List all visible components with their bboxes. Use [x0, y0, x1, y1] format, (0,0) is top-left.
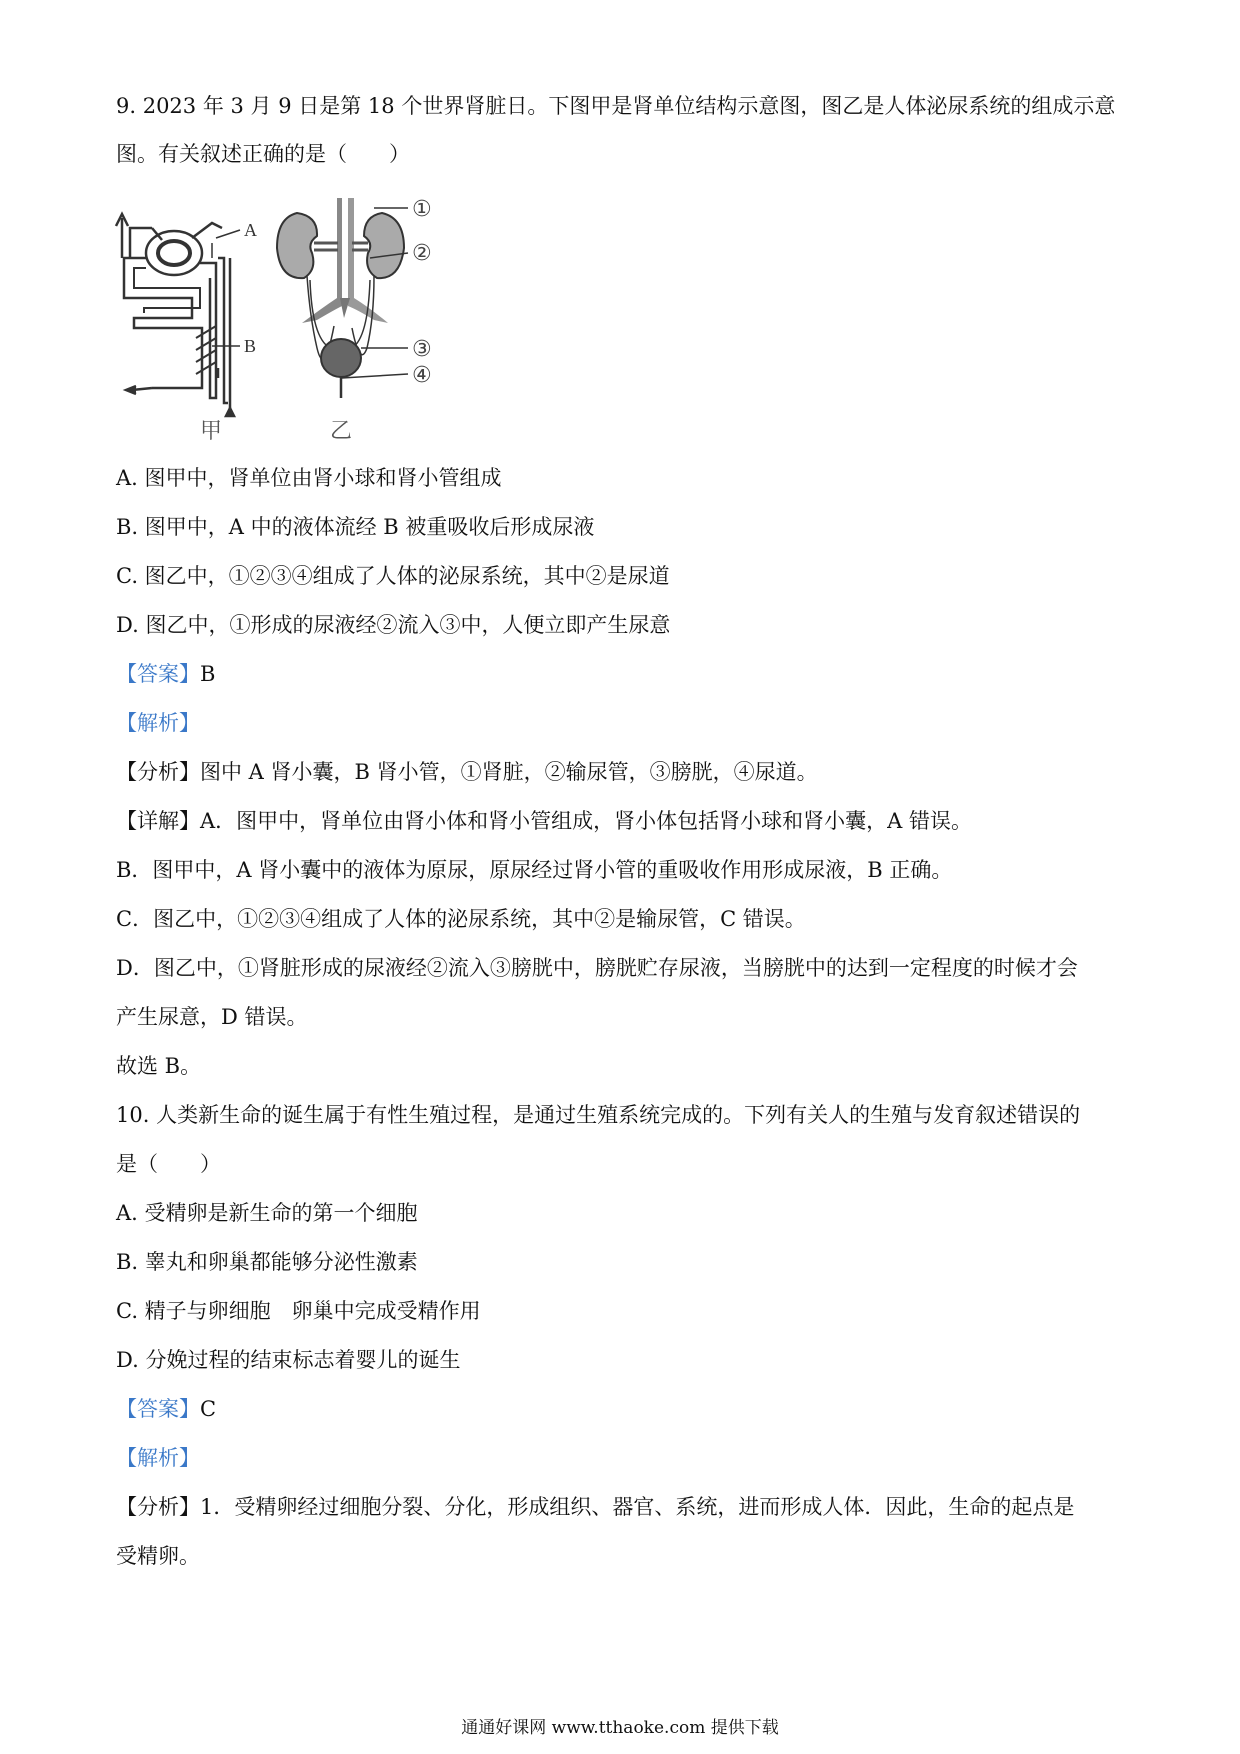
xiangjie-a-text: A．图甲中，肾单位由肾小体和肾小管组成，肾小体包括肾小球和肾小囊，A 错误。 — [200, 809, 973, 833]
q10-fenxi-line1 — [116, 1493, 1074, 1521]
q10-option-a: A. 受精卵是新生命的第一个细胞 — [116, 1201, 418, 1225]
q10-option-d: D. 分娩过程的结束标志着婴儿的诞生 — [116, 1348, 461, 1372]
q9-analysis-tag: 【解析】 — [116, 711, 200, 735]
q9-fenxi — [116, 758, 818, 786]
q9-option-d: D. 图乙中，①形成的尿液经②流入③中，人便立即产生尿意 — [116, 613, 671, 637]
q9-xiangjie-d2: 产生尿意，D 错误。 — [116, 1005, 308, 1029]
q9-stem-line2: 图。有关叙述正确的是（ ） — [116, 142, 410, 166]
q9-xiangjie-a — [116, 807, 972, 835]
fenxi-tag: 【分析】 — [116, 760, 200, 784]
answer-tag: 【答案】 — [116, 1397, 200, 1421]
label-A-leader — [216, 230, 240, 238]
answer-value: B — [200, 662, 216, 686]
urinary-system-figure — [112, 198, 492, 448]
q9-xiangjie-c: C．图乙中，①②③④组成了人体的泌尿系统，其中②是输尿管，C 错误。 — [116, 907, 806, 931]
q9-conclusion: 故选 B。 — [116, 1054, 202, 1078]
q10-stem-line1: 10. 人类新生命的诞生属于有性生殖过程，是通过生殖系统完成的。下列有关人的生殖与发育叙述错误的 — [116, 1103, 1081, 1127]
q9-option-b: B. 图甲中，A 中的液体流经 B 被重吸收后形成尿液 — [116, 515, 595, 539]
label-A: A — [244, 220, 257, 240]
q10-analysis-tag: 【解析】 — [116, 1446, 200, 1470]
q9-option-a: A. 图甲中，肾单位由肾小球和肾小管组成 — [116, 466, 502, 490]
q10-stem-line2: 是（ ） — [116, 1152, 221, 1176]
label-B: B — [244, 336, 257, 356]
q9-xiangjie-d1: D．图乙中，①肾脏形成的尿液经②流入③膀胱中，膀胱贮存尿液，当膀胱中的达到一定程度的时候才会 — [116, 956, 1078, 980]
q9-stem-line1: 9. 2023 年 3 月 9 日是第 18 个世界肾脏日。下图甲是肾单位结构示意图，图乙是人体泌尿系统的组成示意 — [116, 94, 1116, 118]
label-circle-3: ③ — [412, 337, 432, 362]
q9-answer — [116, 660, 215, 688]
q10-option-c: C. 精子与卵细胞 卵巢中完成受精作用 — [116, 1299, 481, 1323]
urinary-system-diagram — [277, 198, 408, 398]
caption-jia: 甲 — [200, 419, 223, 444]
fenxi-tag: 【分析】 — [116, 1495, 200, 1519]
q9-option-c: C. 图乙中，①②③④组成了人体的泌尿系统，其中②是尿道 — [116, 564, 670, 588]
q10-answer — [116, 1395, 216, 1423]
label-circle-4: ④ — [412, 363, 432, 388]
q10-option-b: B. 睾丸和卵巢都能够分泌性激素 — [116, 1250, 418, 1274]
q9-xiangjie-b: B．图甲中，A 肾小囊中的液体为原尿，原尿经过肾小管的重吸收作用形成尿液，B 正确。 — [116, 858, 953, 882]
xiangjie-tag: 【详解】 — [116, 809, 200, 833]
caption-yi: 乙 — [330, 419, 353, 444]
q10-fenxi-line2: 受精卵。 — [116, 1544, 200, 1568]
page-footer: 通通好课网 www.tthaoke.com 提供下载 — [461, 1718, 779, 1738]
nephron-diagram — [116, 214, 234, 416]
fenxi-text: 1．受精卵经过细胞分裂、分化，形成组织、器官、系统，进而形成人体．因此，生命的起点是 — [200, 1495, 1075, 1519]
label-circle-2: ② — [412, 241, 432, 266]
answer-value: C — [200, 1397, 217, 1421]
label-circle-1: ① — [412, 198, 432, 222]
answer-tag: 【答案】 — [116, 662, 200, 686]
fenxi-text: 图中 A 肾小囊，B 肾小管，①肾脏，②输尿管，③膀胱，④尿道。 — [200, 760, 818, 784]
